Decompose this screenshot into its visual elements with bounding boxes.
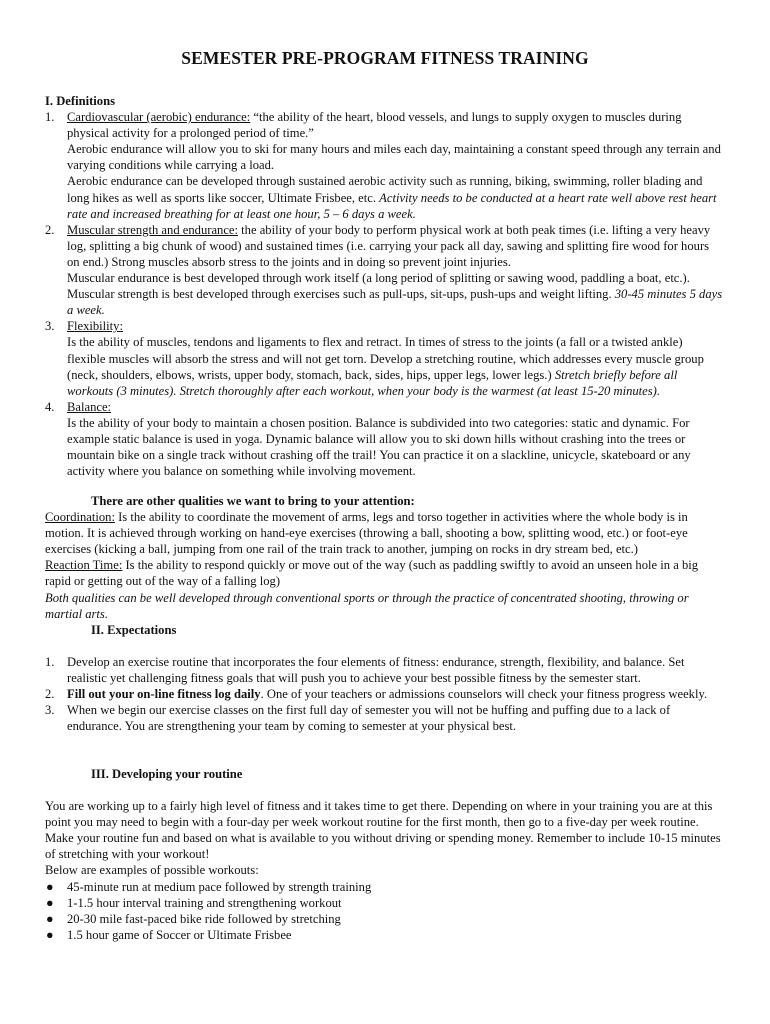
expectations-section [45,622,723,735]
definition-item-muscular [45,222,723,319]
definition-term: Balance: [67,399,112,414]
definitions-section [45,93,723,479]
definition-text: Is the ability of muscles, tendons and ligaments to flex and retract. In times of stress to the joints (a fall or a twisted ankle) flexible muscles will absorb the stress and will not get torn. Develop a stretching routine, which addresses every muscle group (neck, shoulders, elbows, wrists, upper body, stomach, back, sides, hips, upper legs, lower legs.) [67,335,704,382]
definitions-heading: I. Definitions [45,94,115,108]
definition-text: Aerobic endurance will allow you to ski for many hours and miles each day, maintaining a constant speed through any terrain and varying conditions while carrying a load. [67,142,721,173]
definition-paragraph [67,222,723,270]
bullet-icon: ● [46,911,54,926]
qualities-note: Both qualities can be well developed through conventional sports or through the practice of concentrated shooting, throwing or martial arts. [45,590,689,621]
reaction-term: Reaction Time: [45,558,123,573]
expectation-text: . One of your teachers or admissions counselors will check your fitness progress weekly. [260,687,708,702]
routine-section [45,766,723,943]
item-number: 3. [45,319,55,334]
workout-list-item [45,895,723,911]
definition-note: Stretch briefly before all workouts (3 minutes). Stretch thoroughly after each workout, when your body is the warmest (at least 15-20 minutes). [67,367,678,398]
expectation-paragraph [67,686,723,702]
routine-paragraph: You are working up to a fairly high level of fitness and it takes time to get there. Depending on where in your training you are at this point you may need to begin with a four-day per week workout routine for the first month, then go to a five-day per week routine. Make your routine fun and based on what is available to you without driving or spending money. Remember to include 10-15 minutes of stretching with your workout! [45,799,721,862]
bullet-icon: ● [46,927,54,942]
workout-text: 1.5 hour game of Soccer or Ultimate Frisbee [67,927,292,942]
coordination-paragraph [45,509,723,557]
item-number: 3. [45,703,55,718]
definition-note: 30-45 minutes 5 days a week. [67,287,723,318]
definition-text: Muscular endurance is best developed through work itself (a long period of splitting or sawing wood, paddling a boat, etc.). Muscular strength is best developed through exercises such as pull-ups, sit-ups, push-ups and weight lifting. [67,271,690,302]
expectation-text: When we begin our exercise classes on the first full day of semester you will not be huffing and puffing due to a lack of endurance. You are strengthening your team by coming to semester at your physical best. [67,703,671,734]
workout-list-item [45,879,723,895]
expectation-item [45,702,723,734]
reaction-paragraph [45,557,723,589]
expectations-heading: II. Expectations [91,623,177,637]
definition-text: “the ability of the heart, blood vessels, and lungs to supply oxygen to muscles during physical activity for a prolonged period of time.” [67,110,682,141]
definition-paragraph [67,270,723,318]
definition-item-cardio [45,109,723,222]
definition-paragraph [67,173,723,221]
workout-list-item [45,911,723,927]
definition-text: the ability of your body to perform physical work at both peak times (i.e. lifting a very heavy log, splitting a big chunk of wood) and sustained times (i.e. carrying your pack all day, sawing and splitting fire wood for hours on end.) Strong muscles absorb stress to the joints and in doing so prevent joint injuries. [67,222,711,269]
expectation-item [45,654,723,686]
item-number: 4. [45,399,55,414]
coordination-term: Coordination: [45,510,115,525]
workout-text: 1-1.5 hour interval training and strengthening workout [67,895,342,910]
definition-item-balance [45,399,723,479]
other-qualities-section [45,493,723,622]
workout-text: 20-30 mile fast-paced bike ride followed by stretching [67,911,341,926]
definition-term: Flexibility: [67,319,123,334]
definition-text: Aerobic endurance can be developed through sustained aerobic activity such as running, biking, swimming, roller blading and long hikes as well as sports like soccer, Ultimate Frisbee, etc. [67,174,703,205]
expectation-item [45,686,723,702]
page-title: SEMESTER PRE-PROGRAM FITNESS TRAINING [181,48,589,68]
routine-heading: III. Developing your routine [91,767,243,781]
definition-item-flexibility [45,318,723,398]
definition-term: Muscular strength and endurance: [67,222,239,237]
definition-term: Cardiovascular (aerobic) endurance: [67,110,251,125]
bullet-icon: ● [46,879,54,894]
reaction-text: Is the ability to respond quickly or move out of the way (such as paddling swiftly to avoid an unseen hole in a big rapid or getting out of the way of a falling log) [45,558,699,589]
item-number: 2. [45,687,55,702]
coordination-text: Is the ability to coordinate the movement of arms, legs and torso together in activities where the whole body is in motion. It is achieved through working on hand-eye exercises (throwing a ball, shooting a bow, splitting wood, etc.) or foot-eye exercises (kicking a ball, jumping from one rail of the train track to another, jumping on rocks in dry stream bed, etc.) [45,510,688,557]
definition-paragraph [67,109,723,141]
other-qualities-heading: There are other qualities we want to bring to your attention: [91,494,415,508]
definition-text: Is the ability of your body to maintain a chosen position. Balance is subdivided into two categories: static and dynamic. For example static balance is used in yoga. Dynamic balance will allow you to ski down hills without crashing into the trees or mountain bike on a single track without crashing off the trail! You can practice it on a slackline, unicycle, skateboard or any activity where you balance on something while involving movement. [67,415,691,479]
bullet-icon: ● [46,895,54,910]
workout-list-item [45,927,723,943]
workout-text: 45-minute run at medium pace followed by strength training [67,879,372,894]
item-number: 2. [45,222,55,237]
item-number: 1. [45,110,55,125]
workout-examples-intro: Below are examples of possible workouts: [45,863,259,878]
expectation-emphasis: Fill out your on-line fitness log daily [67,687,261,702]
item-number: 1. [45,655,55,670]
definition-paragraph [67,334,723,398]
expectation-text: Develop an exercise routine that incorporates the four elements of fitness: endurance, strength, flexibility, and balance. Set realistic yet challenging fitness goals that will push you to achieve your best possible fitness by the semester start. [67,655,685,686]
definition-note: Activity needs to be conducted at a heart rate well above rest heart rate and increased breathing for at least one hour, 5 – 6 days a week. [67,190,717,221]
